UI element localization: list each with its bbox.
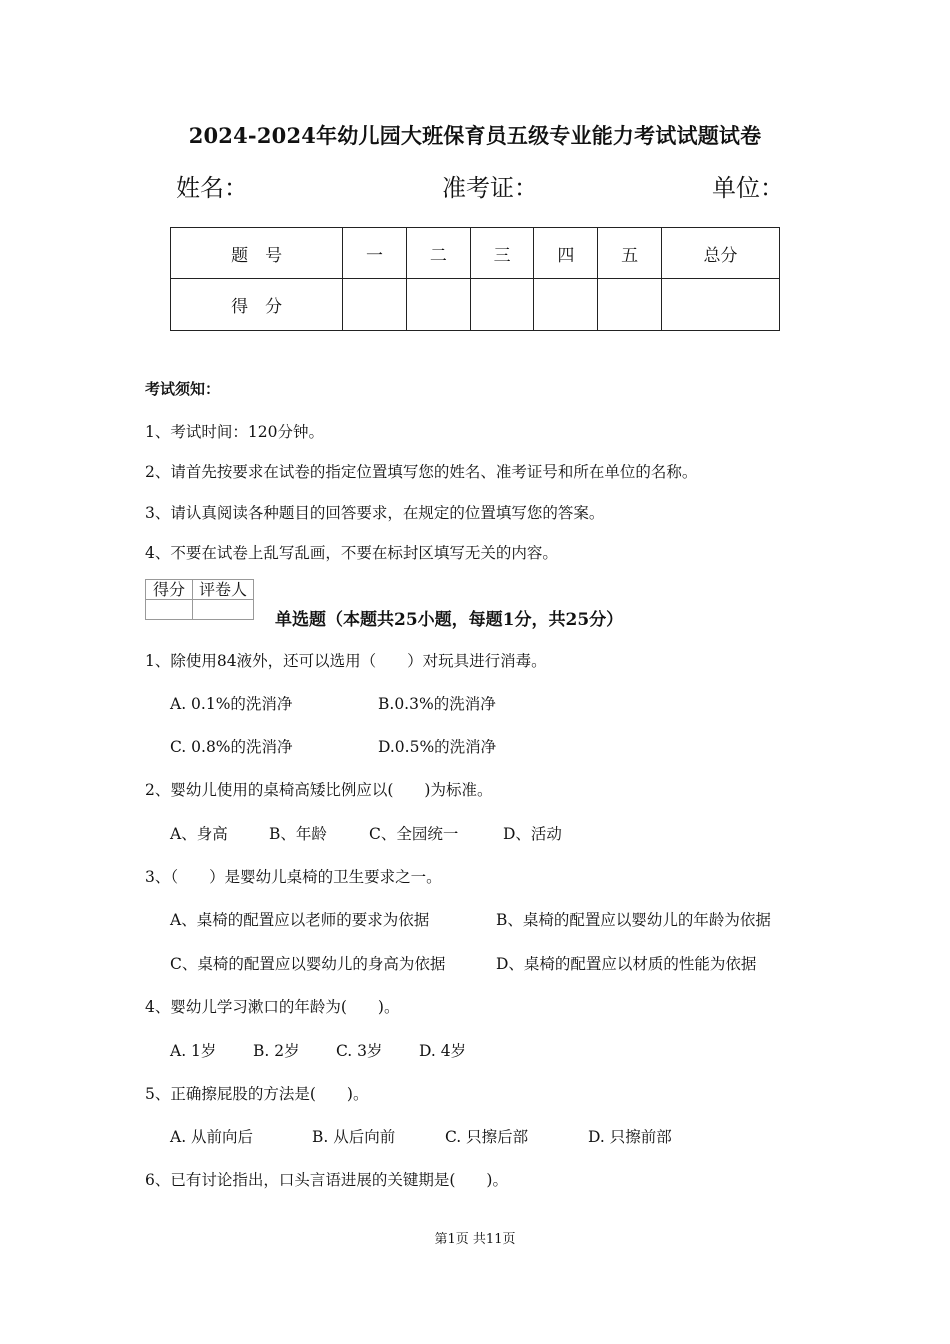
question-number-label: 题 号	[171, 228, 343, 279]
option[interactable]: B、桌椅的配置应以婴幼儿的年龄为依据	[496, 911, 771, 929]
total-header: 总分	[662, 228, 780, 279]
section-2-header: 二	[406, 228, 470, 279]
score-cell[interactable]	[534, 279, 598, 331]
option[interactable]: C. 3岁	[336, 1042, 383, 1060]
score-cell[interactable]	[470, 279, 534, 331]
score-cell[interactable]	[662, 279, 780, 331]
option[interactable]: D、桌椅的配置应以材质的性能为依据	[496, 955, 757, 973]
name-label: 姓名：	[176, 174, 248, 202]
notice-item: 1、考试时间：120分钟。	[145, 423, 324, 441]
page-footer: 第1页 共11页	[434, 1232, 516, 1247]
score-cell[interactable]	[598, 279, 662, 331]
option[interactable]: D.0.5%的洗消净	[378, 738, 497, 756]
exam-id-label: 准考证：	[442, 174, 538, 202]
grader-score-cell[interactable]	[146, 600, 193, 620]
question-text: 4、婴幼儿学习漱口的年龄为( )。	[145, 998, 400, 1016]
score-table	[170, 227, 780, 331]
exam-title: 2024-2024年幼儿园大班保育员五级专业能力考试试题试卷	[188, 123, 762, 148]
option[interactable]: A、桌椅的配置应以老师的要求为依据	[170, 911, 430, 929]
option[interactable]: B. 2岁	[253, 1042, 300, 1060]
option[interactable]: A、身高	[170, 825, 228, 843]
section-1-header: 一	[343, 228, 407, 279]
option[interactable]: A. 1岁	[170, 1042, 217, 1060]
question-text: 2、婴幼儿使用的桌椅高矮比例应以( )为标准。	[145, 781, 493, 799]
score-table-score-row	[171, 279, 780, 331]
question-text: 5、正确擦屁股的方法是( )。	[145, 1085, 369, 1103]
section-4-header: 四	[534, 228, 598, 279]
grader-reviewer-label: 评卷人	[193, 580, 254, 600]
question-text: 6、已有讨论指出，口头言语进展的关键期是( )。	[145, 1171, 508, 1189]
score-table-header-row	[171, 228, 780, 279]
section-title: 单选题（本题共25小题，每题1分，共25分）	[275, 610, 624, 630]
option[interactable]: B、年龄	[269, 825, 327, 843]
question-text: 3、（ ）是婴幼儿桌椅的卫生要求之一。	[145, 868, 442, 886]
question-text: 1、除使用84液外，还可以选用（ ）对玩具进行消毒。	[145, 652, 547, 670]
option[interactable]: A. 从前向后	[170, 1128, 254, 1146]
notice-item: 2、请首先按要求在试卷的指定位置填写您的姓名、准考证号和所在单位的名称。	[145, 463, 698, 481]
section-3-header: 三	[470, 228, 534, 279]
option[interactable]: C、桌椅的配置应以婴幼儿的身高为依据	[170, 955, 446, 973]
grader-score-label: 得分	[146, 580, 193, 600]
option[interactable]: D、活动	[503, 825, 562, 843]
option[interactable]: C、全园统一	[369, 825, 459, 843]
option[interactable]: B. 从后向前	[312, 1128, 396, 1146]
option[interactable]: C. 0.8%的洗消净	[170, 738, 293, 756]
score-label: 得 分	[171, 279, 343, 331]
option[interactable]: D. 4岁	[419, 1042, 467, 1060]
score-cell[interactable]	[406, 279, 470, 331]
grader-box	[145, 579, 254, 620]
option[interactable]: D. 只擦前部	[588, 1128, 672, 1146]
option[interactable]: B.0.3%的洗消净	[378, 695, 496, 713]
notice-title: 考试须知：	[145, 380, 221, 398]
score-cell[interactable]	[343, 279, 407, 331]
grader-reviewer-cell[interactable]	[193, 600, 254, 620]
notice-item: 3、请认真阅读各种题目的回答要求，在规定的位置填写您的答案。	[145, 504, 605, 522]
section-5-header: 五	[598, 228, 662, 279]
unit-label: 单位：	[712, 174, 784, 202]
option[interactable]: C. 只擦后部	[445, 1128, 529, 1146]
option[interactable]: A. 0.1%的洗消净	[170, 695, 293, 713]
notice-item: 4、不要在试卷上乱写乱画，不要在标封区填写无关的内容。	[145, 544, 558, 562]
